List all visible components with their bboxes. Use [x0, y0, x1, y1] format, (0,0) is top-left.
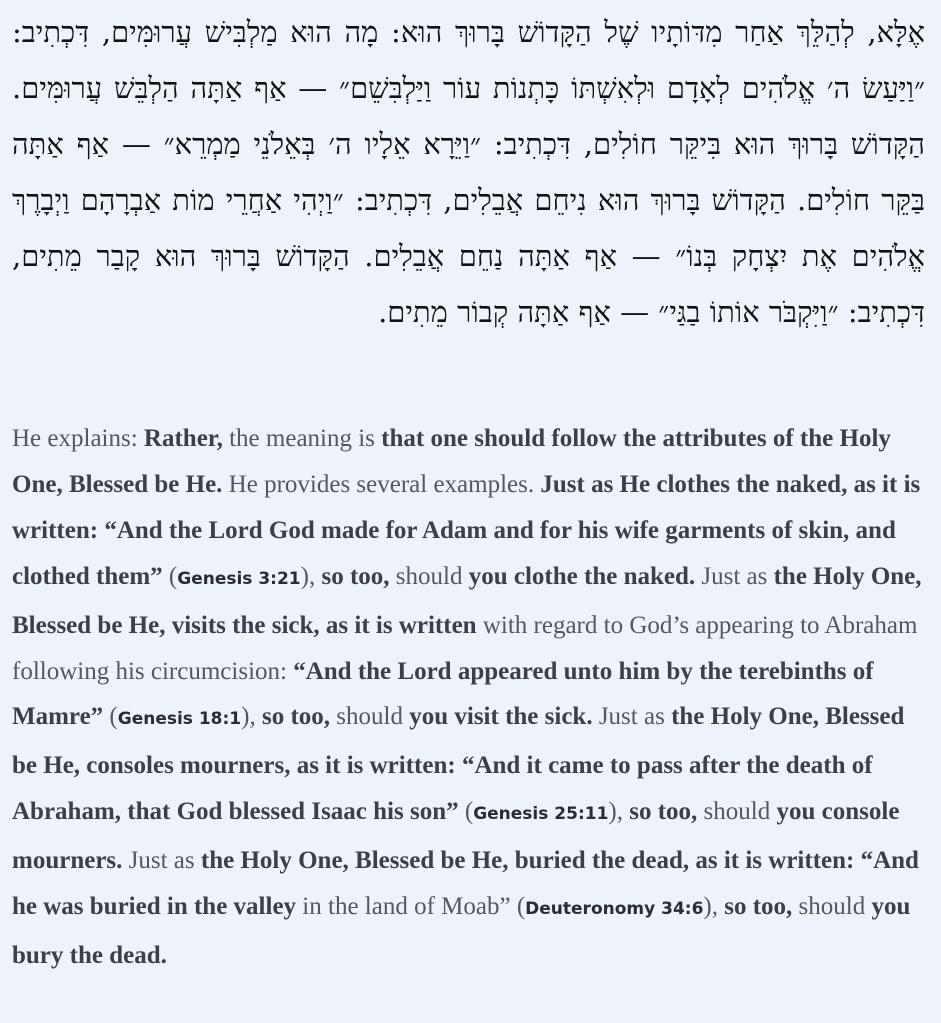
translation-text: the meaning is: [222, 425, 382, 452]
translation-text: Just as: [695, 562, 774, 590]
translation-text: should: [389, 562, 469, 590]
translation-bold-text: so too,: [261, 703, 331, 731]
verse-reference-link[interactable]: Genesis 18:1: [117, 709, 242, 730]
translation-bold-text: Rather,: [143, 425, 223, 452]
translation-bold-text: so too,: [629, 798, 698, 826]
translation-bold-text: you clothe the naked.: [468, 562, 696, 590]
translation-bold-text: so too,: [724, 893, 793, 921]
hebrew-text: אֶלָּא, לְהַלֵּךְ אַחַר מִדּוֹתָיו שֶׁל הַקָּדוֹשׁ בָּרוּךְ הוּא: מָה הוּא מַלְבִּישׁ עֲרוּמִּים, דִּכְתִיב: ״וַיַּעַשׂ ה׳ אֱלֹהִים לְאָדָם וּלְאִשְׁתּוֹ כָּתְנוֹת עוֹר וַיַּלְבִּשֵׁם״ — אַף אַתָּה הַלְבֵּשׁ עֲרוּמִּים. הַקָּדוֹשׁ בָּרוּךְ הוּא בִּיקֵּר חוֹלִים, דִּכְתִיב: ״וַיֵּרָא אֵלָיו ה׳ בְּאֵלֹנֵי מַמְרֵא״ — אַף אַתָּה בַּקֵּר חוֹלִים. הַקָּדוֹשׁ בָּרוּךְ הוּא נִיחֵם אֲבֵלִים, דִּכְתִיב: ״וַיְהִי אַחֲרֵי מוֹת אַבְרָהָם וַיְבָרֶךְ אֱלֹהִים אֶת יִצְחָק בְּנוֹ״ — אַף אַתָּה נַחֵם אֲבֵלִים. הַקָּדוֹשׁ בָּרוּךְ הוּא קָבַר מֵתִים, דִּכְתִיב: ״וַיִּקְבֹּר אוֹתוֹ בַגַּי״ — אַף אַתָּה קְבוֹר מֵתִים.: [12, 15, 925, 329]
translation-text: Just as: [122, 847, 201, 875]
verse-reference-link[interactable]: Genesis 3:21: [177, 568, 301, 589]
translation-text: should: [330, 703, 410, 731]
verse-reference-link[interactable]: Genesis 25:11: [473, 804, 609, 825]
translation-text: ),: [241, 703, 262, 731]
english-translation: [12, 416, 924, 979]
translation-bold-text: you bury the dead.: [12, 893, 911, 969]
translation-bold-text: the Holy One, Blessed be He, visits the sick, as it is written: [12, 562, 922, 639]
translation-bold-text: the Holy One, Blessed be He, consoles mourners, as it is written: “And it came to pass after the death of Abraham, that God blessed Isaac his son”: [12, 703, 905, 826]
translation-text: He explains:: [12, 425, 144, 452]
translation-text: with regard to God’s appearing to Abraham following his circumcision:: [12, 611, 918, 685]
translation-bold-text: “And the Lord appeared unto him by the terebinths of Mamre”: [12, 657, 874, 731]
verse-reference-link[interactable]: Deuteronomy 34:6: [525, 899, 704, 920]
translation-text: should: [792, 893, 872, 921]
translation-bold-text: so too,: [321, 562, 390, 590]
translation-bold-text: Just as He clothes the naked, as it is written: “And the Lord God made for Adam and for his wife garments of skin, and clothed them”: [12, 470, 921, 590]
translation-bold-text: you visit the sick.: [409, 703, 593, 731]
translation-text: (: [103, 703, 118, 731]
translation-text: He provides several examples.: [222, 470, 541, 498]
translation-text: should: [697, 798, 777, 826]
translation-bold-text: the Holy One, Blessed be He, buried the dead, as it is written: “And he was buried in the valley: [12, 847, 919, 921]
translation-bold-text: that one should follow the attributes of the Holy One, Blessed be He.: [12, 425, 891, 498]
translation-text: ),: [300, 562, 322, 590]
translation-text: ),: [703, 893, 725, 921]
translation-text: Just as: [592, 703, 672, 731]
translation-text: (: [162, 562, 178, 590]
translation-text: ),: [608, 798, 630, 826]
translation-bold-text: you console mourners.: [12, 798, 900, 875]
translation-text: (: [458, 798, 474, 826]
translation-text: in the land of Moab” (: [296, 893, 526, 921]
